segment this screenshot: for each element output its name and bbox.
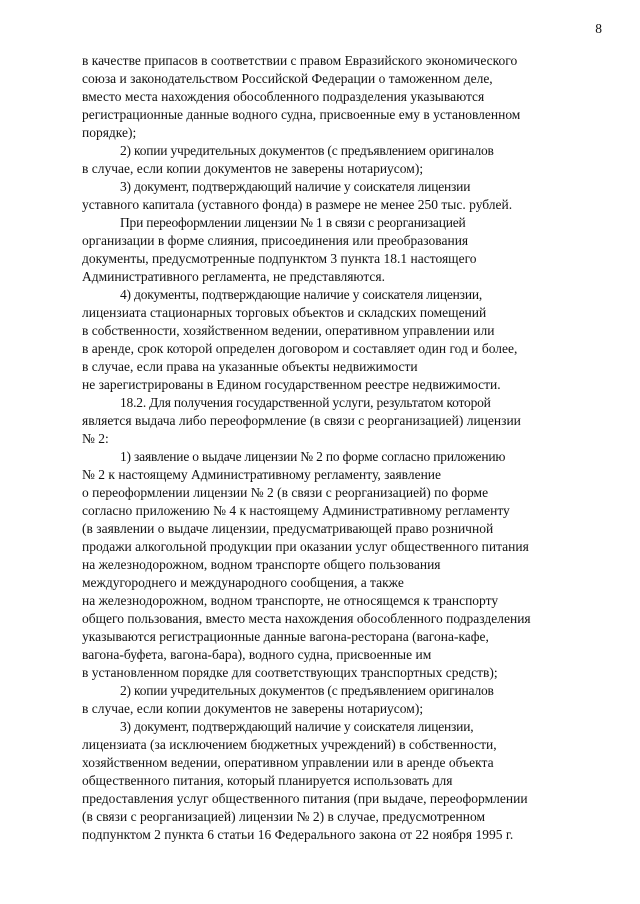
text-line: подпунктом 2 пункта 6 статьи 16 Федерального закона от 22 ноября 1995 г.	[82, 827, 514, 842]
text-line: на железнодорожном, водном транспорте общего пользования	[82, 557, 441, 572]
text-line: 3) документ, подтверждающий наличие у соискателя лицензии	[120, 179, 471, 194]
paragraph	[82, 52, 583, 142]
paragraph	[82, 178, 583, 214]
text-line: уставного капитала (уставного фонда) в размере не менее 250 тыс. рублей.	[82, 197, 513, 212]
text-line: № 2:	[82, 431, 109, 446]
paragraph	[82, 682, 583, 718]
text-line: продажи алкогольной продукции при оказании услуг общественного питания	[82, 539, 529, 554]
text-line: вагона-буфета, вагона-бара), водного судна, присвоенные им	[82, 647, 432, 662]
text-line: лицензиата стационарных торговых объектов и складских помещений	[82, 305, 487, 320]
text-line: 18.2. Для получения государственной услуги, результатом которой	[120, 395, 491, 410]
text-line: регистрационные данные водного судна, присвоенные ему в установленном	[82, 107, 521, 122]
document-body	[82, 52, 583, 844]
text-line: общественного питания, который планируется использовать для	[82, 773, 453, 788]
text-line: документы, предусмотренные подпунктом 3 пункта 18.1 настоящего	[82, 251, 477, 266]
text-line: о переоформлении лицензии № 2 (в связи с реорганизацией) по форме	[82, 485, 489, 500]
text-line: (в связи с реорганизацией) лицензии № 2) в случае, предусмотренном	[82, 809, 486, 824]
text-line: № 2 к настоящему Административному регламенту, заявление	[82, 467, 442, 482]
text-line: в собственности, хозяйственном ведении, оперативном управлении или	[82, 323, 495, 338]
text-line: союза и законодательством Российской Федерации о таможенном деле,	[82, 71, 493, 86]
paragraph	[82, 718, 583, 844]
text-line: Административного регламента, не представляются.	[82, 269, 385, 284]
paragraph	[82, 448, 583, 682]
text-line: организации в форме слияния, присоединения или преобразования	[82, 233, 469, 248]
text-line: порядке);	[82, 125, 137, 140]
text-line: на железнодорожном, водном транспорте, не относящемся к транспорту	[82, 593, 499, 608]
paragraph	[82, 214, 583, 286]
text-line: в установленном порядке для соответствующих транспортных средств);	[82, 665, 498, 680]
text-line: 2) копии учредительных документов (с предъявлением оригиналов	[120, 683, 494, 698]
text-line: предоставления услуг общественного питания (при выдаче, переоформлении	[82, 791, 528, 806]
text-line: 4) документы, подтверждающие наличие у соискателя лицензии,	[120, 287, 483, 302]
text-line: в случае, если копии документов не заверены нотариусом);	[82, 701, 424, 716]
text-line: вместо места нахождения обособленного подразделения указываются	[82, 89, 485, 104]
text-line: междугороднего и международного сообщения, а также	[82, 575, 404, 590]
text-line: указываются регистрационные данные вагона-ресторана (вагона-кафе,	[82, 629, 489, 644]
text-line: в качестве припасов в соответствии с правом Евразийского экономического	[82, 53, 518, 68]
text-line: согласно приложению № 4 к настоящему Административному регламенту	[82, 503, 510, 518]
text-line: лицензиата (за исключением бюджетных учреждений) в собственности,	[82, 737, 497, 752]
text-line: в случае, если копии документов не заверены нотариусом);	[82, 161, 424, 176]
paragraph	[82, 286, 583, 394]
paragraph	[82, 142, 583, 178]
text-line: (в заявлении о выдаче лицензии, предусматривающей право розничной	[82, 521, 494, 536]
page-number: 8	[595, 21, 602, 36]
text-line: хозяйственном ведении, оперативном управлении или в аренде объекта	[82, 755, 494, 770]
text-line: 3) документ, подтверждающий наличие у соискателя лицензии,	[120, 719, 474, 734]
text-line: 2) копии учредительных документов (с предъявлением оригиналов	[120, 143, 494, 158]
text-line: не зарегистрированы в Едином государственном реестре недвижимости.	[82, 377, 501, 392]
text-line: в случае, если права на указанные объекты недвижимости	[82, 359, 418, 374]
text-line: общего пользования, вместо места нахождения обособленного подразделения	[82, 611, 531, 626]
text-line: является выдача либо переоформление (в связи с реорганизацией) лицензии	[82, 413, 521, 428]
paragraph	[82, 394, 583, 448]
text-line: При переоформлении лицензии № 1 в связи с реорганизацией	[120, 215, 466, 230]
text-line: 1) заявление о выдаче лицензии № 2 по форме согласно приложению	[120, 449, 506, 464]
text-line: в аренде, срок которой определен договором и составляет один год и более,	[82, 341, 518, 356]
